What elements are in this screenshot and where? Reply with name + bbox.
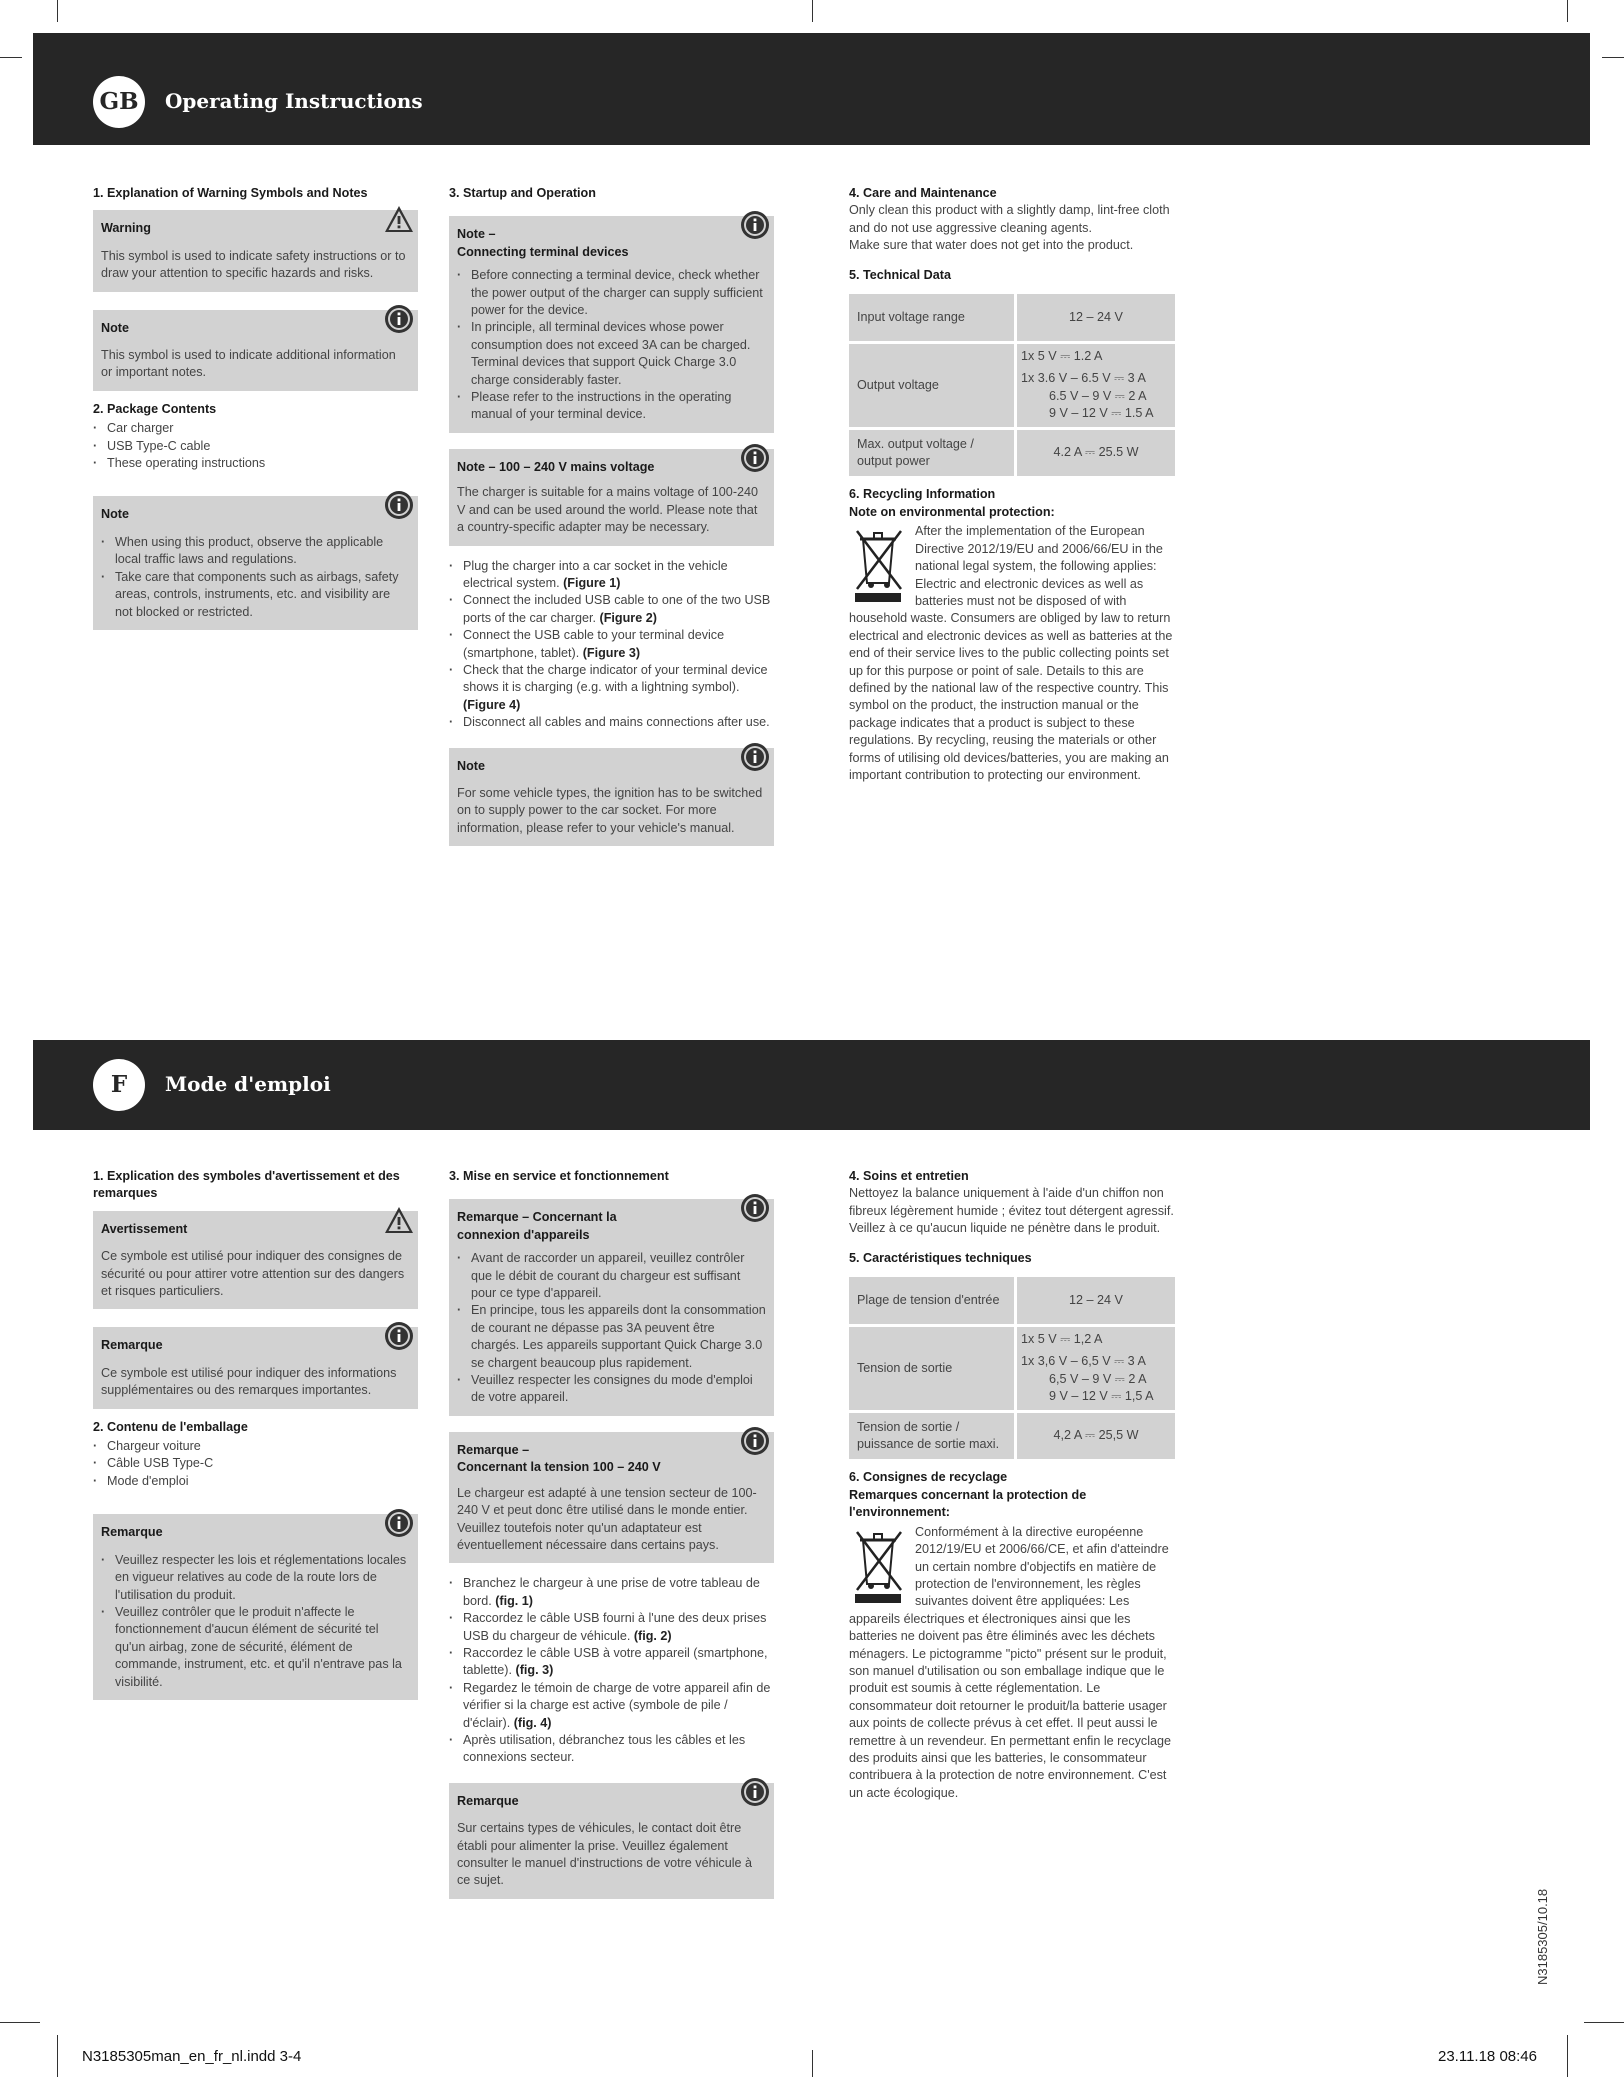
list-item: · Raccordez le câble USB à votre appareil (smartphone, tablette). (fig. 3) [449, 1645, 774, 1680]
box-title: Warning [101, 221, 151, 236]
paragraph: Only clean this product with a slightly damp, lint-free cloth and do not use aggressive cleaning agents. [849, 203, 1170, 235]
box-text: Ce symbole est utilisé pour indiquer des informations supplémentaires ou des remarques importantes. [101, 1365, 397, 1398]
list-item: · Raccordez le câble USB fourni à l'une des deux prises USB du chargeur de véhicule. (fig. 2) [449, 1610, 774, 1645]
output-line: 9 V – 12 V ⎓ 1.5 A [1049, 406, 1154, 421]
list-item: · Plug the charger into a car socket in the vehicle electrical system. (Figure 1) [449, 558, 774, 593]
info-icon [740, 210, 770, 240]
note-box [93, 1514, 418, 1700]
table-cell: Tension de sortie [849, 1324, 1017, 1410]
note-box [449, 1783, 774, 1899]
box-title: Note – 100 – 240 V mains voltage [457, 459, 655, 474]
info-icon [384, 1508, 414, 1538]
list-item: · Regardez le témoin de charge de votre appareil afin de vérifier si la charge est active (symbole de pile / d'éclair). (fig. 4) [449, 1680, 774, 1732]
section-heading: 3. Startup and Operation [449, 186, 596, 200]
info-icon [740, 742, 770, 772]
list-item: · Après utilisation, débranchez tous les câbles et les connexions secteur. [449, 1732, 774, 1767]
fr-column-3 [849, 1168, 1175, 1802]
box-title: Avertissement [101, 1221, 188, 1236]
list-item: · Before connecting a terminal device, check whether the power output of the charger can supply sufficient power for the device. [457, 267, 766, 319]
crop-mark [57, 2035, 58, 2077]
info-icon [740, 1426, 770, 1456]
box-title-line: Remarque – Concernant la [457, 1210, 617, 1225]
box-title-line: Remarque – [457, 1442, 530, 1457]
table-cell: Output voltage [849, 341, 1017, 427]
table-cell: Max. output voltage / output power [849, 427, 1017, 477]
paragraph: Nettoyez la balance uniquement à l'aide d'un chiffon non fibreux légèrement humide ; évitez tout détergent agressif. [849, 1186, 1174, 1218]
list-item: · Chargeur voiture [93, 1438, 418, 1455]
table-cell: 12 – 24 V [1017, 1277, 1175, 1324]
list-item: · En principe, tous les appareils dont la consommation de courant ne dépasse pas 3A peuvent être chargés. Les appareils supportant Quick Charge 3.0 se chargent beaucoup plus rapidement. [457, 1302, 766, 1372]
table-cell: Input voltage range [849, 294, 1017, 341]
list-item: · USB Type-C cable [93, 438, 418, 455]
warning-box [93, 210, 418, 291]
crop-mark [0, 57, 22, 58]
box-text: This symbol is used to indicate safety instructions or to draw your attention to specific hazards and risks. [101, 248, 406, 281]
section-subheading: Note on environmental protection: [849, 504, 1055, 519]
note-box [93, 310, 418, 391]
list-item: · Take care that components such as airbags, safety areas, controls, instruments, etc. and visibility are not blocked or restricted. [101, 569, 410, 621]
section-heading: 6. Consignes de recyclage [849, 1470, 1008, 1485]
output-line: 1x 5 V ⎓ 1.2 A [1021, 349, 1103, 364]
fr-column-1 [93, 1168, 418, 1706]
package-contents-list [93, 1438, 418, 1490]
gb-column-1 [93, 185, 418, 636]
table-cell: 4,2 A ⎓ 25,5 W [1017, 1410, 1175, 1460]
operation-steps [449, 1575, 774, 1766]
box-title-line: Note – [457, 227, 496, 242]
box-title [457, 226, 766, 261]
language-badge: F [93, 1059, 145, 1111]
section-heading: 5. Technical Data [849, 267, 951, 282]
section-banner-gb [33, 33, 1590, 145]
paragraph: Veillez à ce qu'aucun liquide ne pénètre dans le produit. [849, 1221, 1161, 1236]
package-contents-list [93, 420, 418, 472]
box-title [457, 1209, 766, 1244]
paragraph: After the implementation of the European Directive 2012/19/EU and 2006/66/EU in the national legal system, the following applies: Electric and electronic devices as well as batteries must not be disposed of with household waste. Consumers are obliged by law to return electrical and electronic devices as well as batteries at the end of their service lives to the public collecting points set up for this purpose or point of sale. Details to this are defined by the national law of the respective country. This symbol on the product, the instruction manual or the package indicates that a product is subject to these regulations. By recycling, reusing the materials or other forms of utilising old devices/batteries, you are making an important contribution to protecting our environment. [849, 524, 1173, 782]
list-item: · Veuillez respecter les lois et réglementations locales en vigueur relatives au code de la route lors de l'utilisation du produit. [101, 1552, 410, 1604]
box-title: Note [457, 758, 485, 773]
box-title: Remarque [101, 1525, 163, 1540]
language-badge: GB [93, 76, 145, 128]
footer-filename: N3185305man_en_fr_nl.indd 3-4 [82, 2048, 302, 2065]
box-title-line: Connecting terminal devices [457, 244, 629, 259]
list-item: · Avant de raccorder un appareil, veuillez contrôler que le débit de courant du chargeur est suffisant pour ce type d'appareil. [457, 1250, 766, 1302]
list-item: · Connect the included USB cable to one of the two USB ports of the car charger. (Figure 2) [449, 592, 774, 627]
note-box [449, 449, 774, 546]
box-title: Note [101, 320, 129, 335]
section-heading: 2. Package Contents [93, 401, 217, 416]
technical-data-table [849, 1277, 1175, 1459]
section-heading: 3. Mise en service et fonctionnement [449, 1169, 669, 1183]
crop-mark [0, 2022, 40, 2023]
crop-mark [1567, 0, 1568, 22]
crop-mark [1602, 57, 1624, 58]
output-line: 9 V – 12 V ⎓ 1,5 A [1049, 1389, 1154, 1404]
output-line: 6,5 V – 9 V ⎓ 2 A [1049, 1371, 1147, 1386]
output-line: 6.5 V – 9 V ⎓ 2 A [1049, 388, 1147, 403]
section-banner-fr [33, 1040, 1590, 1130]
list-item: · Disconnect all cables and mains connections after use. [449, 714, 774, 731]
table-cell: 12 – 24 V [1017, 294, 1175, 341]
list-item: · Check that the charge indicator of your terminal device shows it is charging (e.g. with a lightning symbol). (Figure 4) [449, 662, 774, 714]
list-item: · In principle, all terminal devices whose power consumption does not exceed 3A can be charged. Terminal devices that support Quick Charge 3.0 charge considerably faster. [457, 319, 766, 389]
info-icon [740, 443, 770, 473]
table-cell: 4.2 A ⎓ 25.5 W [1017, 427, 1175, 477]
section-title: Operating Instructions [165, 89, 423, 113]
footer-date: 23.11.18 08:46 [1438, 2048, 1537, 2065]
list-item: · Mode d'emploi [93, 1473, 418, 1490]
list-item: · Veuillez contrôler que le produit n'affecte le fonctionnement d'aucun élément de sécurité tel qu'un airbag, zone de sécurité, élément de commande, instrument, etc. et qu'il n'entrave pas la visibilité. [101, 1604, 410, 1691]
section-heading: 5. Caractéristiques techniques [849, 1250, 1032, 1265]
warning-triangle-icon [384, 1205, 414, 1235]
note-box [93, 1327, 418, 1408]
section-heading: 1. Explanation of Warning Symbols and Notes [93, 186, 368, 200]
list-item: · Car charger [93, 420, 418, 437]
document-code: N3185305/10.18 [1535, 1888, 1550, 1985]
box-title-line: connexion d'appareils [457, 1227, 590, 1242]
crop-mark [812, 0, 813, 22]
output-line: 1x 3.6 V – 6.5 V ⎓ 3 A [1021, 371, 1146, 386]
box-text: For some vehicle types, the ignition has to be switched on to supply power to the car socket. For more information, please refer to your vehicle's manual. [457, 785, 763, 835]
info-icon [740, 1777, 770, 1807]
box-text: The charger is suitable for a mains voltage of 100-240 V and can be used around the world. Please note that a country-specific adapter may be necessary. [457, 485, 759, 535]
info-icon [384, 490, 414, 520]
note-box [449, 1432, 774, 1563]
list-item: · Connect the USB cable to your terminal device (smartphone, tablet). (Figure 3) [449, 627, 774, 662]
crossed-bin-icon [849, 1528, 907, 1604]
note-box [449, 748, 774, 847]
list-item: · Branchez le chargeur à une prise de votre tableau de bord. (fig. 1) [449, 1575, 774, 1610]
box-title [457, 1442, 766, 1477]
table-cell [1017, 1324, 1175, 1410]
section-heading: 4. Care and Maintenance [849, 186, 997, 200]
box-title: Note [101, 507, 129, 522]
section-title: Mode d'emploi [165, 1072, 331, 1096]
paragraph: Make sure that water does not get into the product. [849, 238, 1134, 253]
box-title: Remarque [457, 1793, 519, 1808]
list-item: · Câble USB Type-C [93, 1455, 418, 1472]
technical-data-table [849, 294, 1175, 476]
section-subheading: Remarques concernant la protection de l'environnement: [849, 1487, 1087, 1520]
crop-mark [1567, 2035, 1568, 2077]
crossed-bin-icon [849, 527, 907, 603]
crop-mark [1584, 2022, 1624, 2023]
table-cell: Plage de tension d'entrée [849, 1277, 1017, 1324]
table-cell [1017, 341, 1175, 427]
box-text: Le chargeur est adapté à une tension secteur de 100-240 V et peut donc être utilisé dans le monde entier. Veuillez toutefois noter qu'un adaptateur est éventuellement nécessaire dans certains pays. [457, 1485, 757, 1552]
box-text: Sur certains types de véhicules, le contact doit être établi pour alimenter la prise. Veuillez également consulter le manuel d'instructions de votre véhicule à ce sujet. [457, 1821, 753, 1888]
section-heading: 1. Explication des symboles d'avertissement et des remarques [93, 1169, 400, 1201]
table-cell: Tension de sortie / puissance de sortie maxi. [849, 1410, 1017, 1460]
section-heading: 6. Recycling Information [849, 487, 996, 502]
list-item: · Veuillez respecter les consignes du mode d'emploi de votre appareil. [457, 1372, 766, 1407]
gb-column-3 [849, 185, 1175, 784]
output-line: 1x 3,6 V – 6,5 V ⎓ 3 A [1021, 1354, 1146, 1369]
crop-mark [812, 2050, 813, 2077]
info-icon [384, 304, 414, 334]
note-box [93, 496, 418, 629]
fr-column-2 [449, 1168, 774, 1905]
info-icon [740, 1193, 770, 1223]
note-box [449, 216, 774, 432]
box-text: Ce symbole est utilisé pour indiquer des consignes de sécurité ou pour attirer votre attention sur des dangers et risques particuliers. [101, 1249, 405, 1299]
box-title: Remarque [101, 1338, 163, 1353]
warning-box [93, 1211, 418, 1310]
paragraph: Conformément à la directive européenne 2012/19/EU et 2006/66/CE, et afin d'atteindre un certain nombre d'objectifs en matière de protection de l'environnement, les règles suivantes doivent être appliquées: Les appareils électriques et électroniques ainsi que les batteries ne doivent pas être éliminés avec les déchets ménagers. Le pictogramme "picto" présent sur le produit, son manuel d'utilisation ou son emballage indique que le produit est soumis à cette réglementation. Le consommateur doit retourner le produit/la batterie usager aux points de collecte prévus à cet effet. Il peut aussi le remettre à un revendeur. En permettant enfin le recyclage des produits ainsi que les batteries, le consommateur contribuera à la protection de notre environnement. C'est un acte écologique. [849, 1524, 1172, 1800]
crop-mark [57, 0, 58, 22]
section-heading: 4. Soins et entretien [849, 1169, 969, 1183]
list-item: · Please refer to the instructions in the operating manual of your terminal device. [457, 389, 766, 424]
warning-triangle-icon [384, 204, 414, 234]
list-item: · These operating instructions [93, 455, 418, 472]
note-box [449, 1199, 774, 1415]
list-item: · When using this product, observe the applicable local traffic laws and regulations. [101, 534, 410, 569]
box-title-line: Concernant la tension 100 – 240 V [457, 1460, 661, 1475]
section-heading: 2. Contenu de l'emballage [93, 1419, 248, 1434]
operation-steps [449, 558, 774, 732]
output-line: 1x 5 V ⎓ 1,2 A [1021, 1332, 1103, 1347]
gb-column-2 [449, 185, 774, 852]
box-text: This symbol is used to indicate additional information or important notes. [101, 348, 396, 380]
info-icon [384, 1321, 414, 1351]
